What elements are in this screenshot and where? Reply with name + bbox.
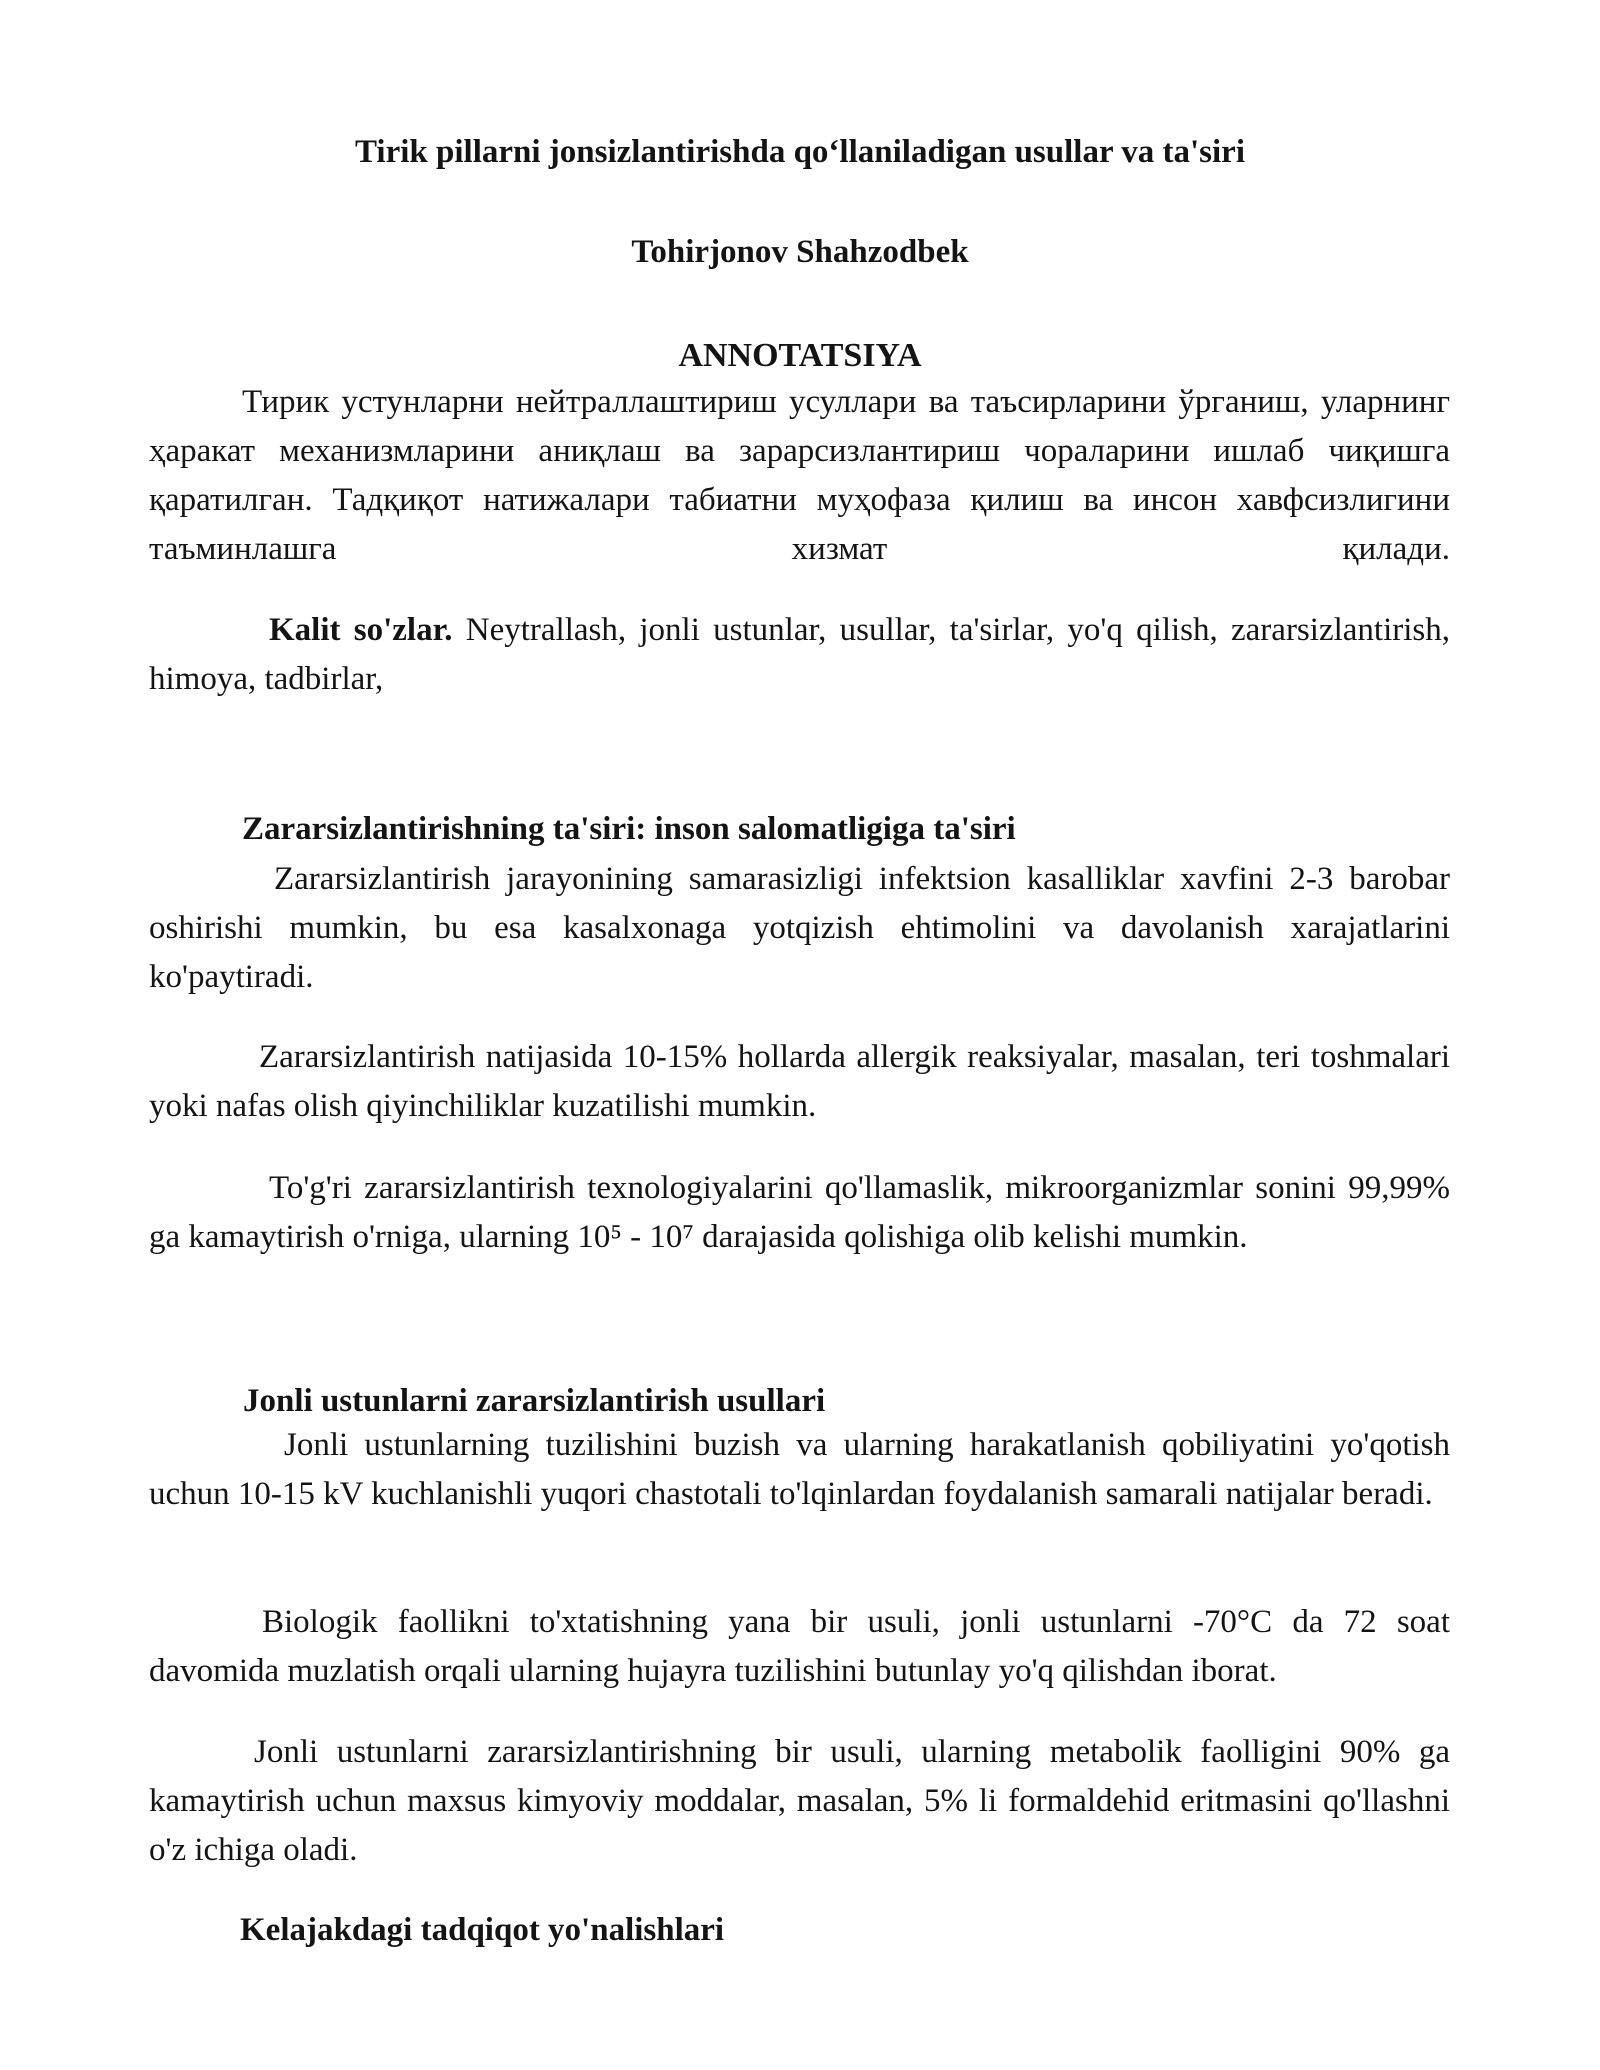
keywords-paragraph — [149, 606, 1450, 704]
section2-paragraph-1: Jonli ustunlarning tuzilishini buzish va ularning harakatlanish qobiliyatini yo'qotish uchun 10-15 kV kuchlanishli yuqori chastotali to'lqinlardan foydalanish samarali natijalar beradi. — [149, 1427, 1450, 1512]
document-title: Tirik pillarni jonsizlantirishda qo‘llaniladigan usullar va ta'siri — [355, 134, 1245, 170]
annotation-text: Тирик устунларни нейтраллаштириш усуллари ва таъсирларини ўрганиш, уларнинг ҳаракат механизмларини аниқлаш ва зарарсизлантириш чораларини ишлаб чиқишга қаратилган. Тадқиқот натижалари табиатни муҳофаза қилиш ва инсон хавфсизлигини таъминлашга хизмат қилади. — [149, 384, 1450, 567]
section1-paragraph-3: To'g'ri zararsizlantirish texnologiyalarini qo'llamaslik, mikroorganizmlar sonini 99,99% ga kamaytirish o'rniga, ularning 10⁵ - 10⁷ darajasida qolishiga olib kelishi mumkin. — [149, 1170, 1450, 1255]
keywords-label: Kalit so'zlar. — [269, 612, 453, 648]
section1-paragraph-1: Zararsizlantirish jarayonining samarasizligi infektsion kasalliklar xavfini 2-3 barobar oshirishi mumkin, bu esa kasalxonaga yotqizish ehtimolini va davolanish xarajatlarini ko'paytiradi. — [149, 861, 1450, 995]
section1-paragraph-2: Zararsizlantirish natijasida 10-15% hollarda allergik reaksiyalar, masalan, teri toshmalari yoki nafas olish qiyinchiliklar kuzatilishi mumkin. — [149, 1039, 1450, 1124]
section-heading-health-impact: Zararsizlantirishning ta'siri: inson salomatligiga ta'siri — [242, 811, 1016, 847]
section-heading-methods: Jonli ustunlarni zararsizlantirish usullari — [243, 1383, 826, 1419]
section2-paragraph-2: Biologik faollikni to'xtatishning yana bir usuli, jonli ustunlarni -70°C da 72 soat davomida muzlatish orqali ularning hujayra tuzilishini butunlay yo'q qilishdan iborat. — [149, 1604, 1450, 1689]
section-heading-future-research: Kelajakdagi tadqiqot yo'nalishlari — [240, 1912, 725, 1948]
keywords-text: Neytrallash, jonli ustunlar, usullar, ta'sirlar, yo'q qilish, zararsizlantirish, himoya, tadbirlar, — [149, 612, 1450, 697]
section2-paragraph-3: Jonli ustunlarni zararsizlantirishning bir usuli, ularning metabolik faolligini 90% ga kamaytirish uchun maxsus kimyoviy moddalar, masalan, 5% li formaldehid eritmasini qo'llashni o'z ichiga oladi. — [149, 1734, 1450, 1868]
author-name: Tohirjonov Shahzodbek — [631, 234, 969, 270]
annotation-heading: ANNOTATSIYA — [678, 337, 922, 374]
